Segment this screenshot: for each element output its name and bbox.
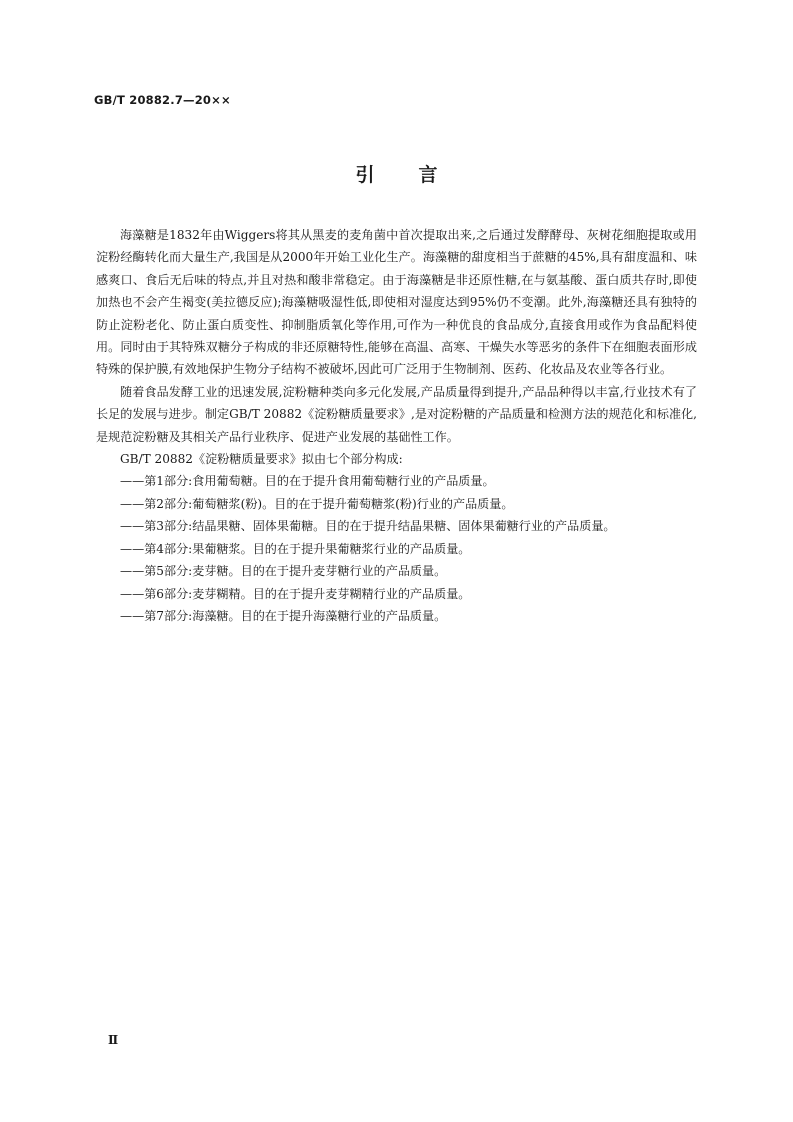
page-number: Ⅱ: [108, 1033, 119, 1047]
list-item-part-4: ——第4部分:果葡糖浆。目的在于提升果葡糖浆行业的产品质量。: [120, 541, 471, 556]
intro-paragraph-structure: GB/T 20882《淀粉糖质量要求》拟由七个部分构成:: [120, 452, 403, 467]
introduction-body: [96, 224, 697, 627]
list-item-part-6: ——第6部分:麦芽糊精。目的在于提升麦芽糊精行业的产品质量。: [120, 586, 471, 601]
intro-paragraph-trehalose: 海藻糖是1832年由Wiggers将其从黑麦的麦角菌中首次提取出来,之后通过发酵酵母、灰树花细胞提取或用淀粉经酶转化而大量生产,我国是从2000年开始工业化生产。海藻糖的甜度相当于蔗糖的45%,具有甜度温和、味感爽口、食后无后味的特点,并且对热和酸非常稳定。由于海藻糖是非还原性糖,在与氨基酸、蛋白质共存时,即使加热也不会产生褐变(美拉德反应);海藻糖吸湿性低,即使相对湿度达到95%仍不变潮。此外,海藻糖还具有独特的防止淀粉老化、防止蛋白质变性、抑制脂质氧化等作用,可作为一种优良的食品成分,直接食用或作为食品配料使用。同时由于其特殊双糖分子构成的非还原糖特性,能够在高温、高寒、干燥失水等恶劣的条件下在细胞表面形成特殊的保护膜,有效地保护生物分子结构不被破坏,因此可广泛用于生物制剂、医药、化妆品及农业等各行业。: [96, 228, 697, 377]
list-item-part-1: ——第1部分:食用葡萄糖。目的在于提升食用葡萄糖行业的产品质量。: [120, 474, 495, 489]
list-item-part-7: ——第7部分:海藻糖。目的在于提升海藻糖行业的产品质量。: [120, 608, 447, 623]
intro-paragraph-development: 随着食品发酵工业的迅速发展,淀粉糖种类向多元化发展,产品质量得到提升,产品品种得以丰富,行业技术有了长足的发展与进步。制定GB/T 20882《淀粉糖质量要求》,是对淀粉糖的产品质量和检测方法的规范化和标准化,是规范淀粉糖及其相关产品行业秩序、促进产业发展的基础性工作。: [96, 384, 697, 444]
standard-code-header: GB/T 20882.7—20××: [94, 93, 231, 107]
list-item-part-2: ——第2部分:葡萄糖浆(粉)。目的在于提升葡萄糖浆(粉)行业的产品质量。: [120, 496, 514, 511]
section-title: 引言: [355, 164, 482, 186]
list-item-part-5: ——第5部分:麦芽糖。目的在于提升麦芽糖行业的产品质量。: [120, 564, 447, 579]
list-item-part-3: ——第3部分:结晶果糖、固体果葡糖。目的在于提升结晶果糖、固体果葡糖行业的产品质量。: [120, 519, 616, 534]
parts-list: [96, 470, 697, 627]
